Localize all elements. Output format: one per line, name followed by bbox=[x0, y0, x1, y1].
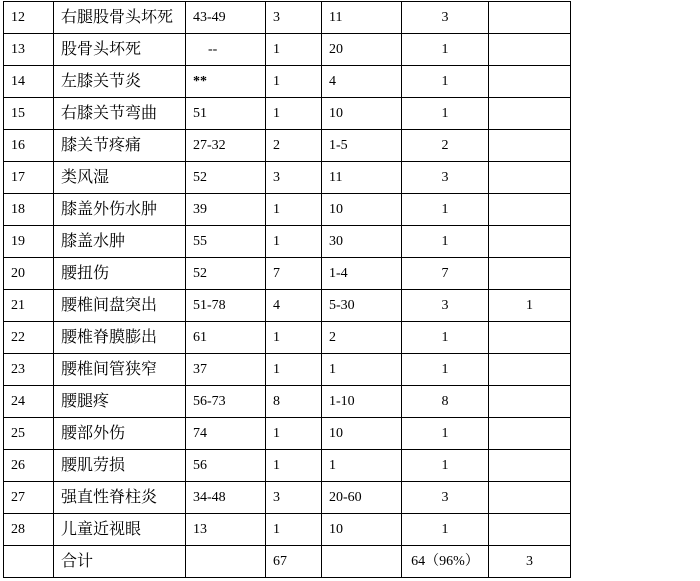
condition-name: 膝关节疼痛 bbox=[54, 130, 186, 162]
row-number: 17 bbox=[4, 162, 54, 194]
condition-name: 强直性脊柱炎 bbox=[54, 482, 186, 514]
table-row bbox=[4, 258, 571, 290]
other-count bbox=[489, 386, 571, 418]
effective-count: 3 bbox=[402, 482, 489, 514]
total-cases: 67 bbox=[266, 546, 322, 578]
condition-name: 腰扭伤 bbox=[54, 258, 186, 290]
case-count: 2 bbox=[266, 130, 322, 162]
other-count bbox=[489, 226, 571, 258]
course-days: 2 bbox=[322, 322, 402, 354]
condition-name: 腰部外伤 bbox=[54, 418, 186, 450]
other-count bbox=[489, 194, 571, 226]
condition-name: 右腿股骨头坏死 bbox=[54, 2, 186, 34]
table-row bbox=[4, 130, 571, 162]
course-days: 1-10 bbox=[322, 386, 402, 418]
effective-count: 7 bbox=[402, 258, 489, 290]
table-row bbox=[4, 450, 571, 482]
row-number: 24 bbox=[4, 386, 54, 418]
table-row bbox=[4, 226, 571, 258]
table-row bbox=[4, 194, 571, 226]
other-count bbox=[489, 482, 571, 514]
age-range: 34-48 bbox=[186, 482, 266, 514]
total-course-cell bbox=[322, 546, 402, 578]
total-label: 合计 bbox=[54, 546, 186, 578]
course-days: 10 bbox=[322, 418, 402, 450]
case-count: 1 bbox=[266, 418, 322, 450]
effective-count: 3 bbox=[402, 162, 489, 194]
age-range: 39 bbox=[186, 194, 266, 226]
table-row bbox=[4, 514, 571, 546]
condition-name: 腰肌劳损 bbox=[54, 450, 186, 482]
other-count bbox=[489, 450, 571, 482]
effective-count: 1 bbox=[402, 322, 489, 354]
other-count bbox=[489, 66, 571, 98]
row-number: 18 bbox=[4, 194, 54, 226]
other-count bbox=[489, 98, 571, 130]
effective-count: 1 bbox=[402, 418, 489, 450]
table-row bbox=[4, 66, 571, 98]
other-count bbox=[489, 2, 571, 34]
row-number: 27 bbox=[4, 482, 54, 514]
row-number: 16 bbox=[4, 130, 54, 162]
course-days: 4 bbox=[322, 66, 402, 98]
effective-count: 1 bbox=[402, 450, 489, 482]
row-number: 26 bbox=[4, 450, 54, 482]
age-range: 43-49 bbox=[186, 2, 266, 34]
case-count: 1 bbox=[266, 194, 322, 226]
total-row bbox=[4, 546, 571, 578]
row-number: 14 bbox=[4, 66, 54, 98]
age-range: 61 bbox=[186, 322, 266, 354]
course-days: 1-5 bbox=[322, 130, 402, 162]
row-number: 21 bbox=[4, 290, 54, 322]
case-count: 3 bbox=[266, 162, 322, 194]
other-count bbox=[489, 418, 571, 450]
case-count: 1 bbox=[266, 322, 322, 354]
effective-count: 1 bbox=[402, 98, 489, 130]
total-number-cell bbox=[4, 546, 54, 578]
condition-name: 腰腿疼 bbox=[54, 386, 186, 418]
effective-count: 1 bbox=[402, 66, 489, 98]
case-count: 1 bbox=[266, 66, 322, 98]
age-range: 51 bbox=[186, 98, 266, 130]
effective-count: 1 bbox=[402, 354, 489, 386]
table-row bbox=[4, 290, 571, 322]
effective-count: 8 bbox=[402, 386, 489, 418]
effective-count: 1 bbox=[402, 514, 489, 546]
case-count: 1 bbox=[266, 514, 322, 546]
case-count: 4 bbox=[266, 290, 322, 322]
course-days: 20-60 bbox=[322, 482, 402, 514]
effective-count: 1 bbox=[402, 226, 489, 258]
case-count: 1 bbox=[266, 98, 322, 130]
other-count bbox=[489, 322, 571, 354]
table-row bbox=[4, 322, 571, 354]
condition-name: 儿童近视眼 bbox=[54, 514, 186, 546]
row-number: 19 bbox=[4, 226, 54, 258]
age-range: 56-73 bbox=[186, 386, 266, 418]
effective-count: 1 bbox=[402, 194, 489, 226]
age-range: ** bbox=[186, 66, 266, 98]
treatment-results-table bbox=[3, 1, 571, 578]
row-number: 12 bbox=[4, 2, 54, 34]
table-row bbox=[4, 386, 571, 418]
row-number: 25 bbox=[4, 418, 54, 450]
course-days: 10 bbox=[322, 98, 402, 130]
table-row bbox=[4, 98, 571, 130]
course-days: 11 bbox=[322, 2, 402, 34]
age-range: 27-32 bbox=[186, 130, 266, 162]
age-range: 13 bbox=[186, 514, 266, 546]
course-days: 20 bbox=[322, 34, 402, 66]
row-number: 23 bbox=[4, 354, 54, 386]
course-days: 1 bbox=[322, 450, 402, 482]
table-row bbox=[4, 418, 571, 450]
other-count bbox=[489, 258, 571, 290]
other-count bbox=[489, 34, 571, 66]
course-days: 1-4 bbox=[322, 258, 402, 290]
course-days: 1 bbox=[322, 354, 402, 386]
course-days: 10 bbox=[322, 514, 402, 546]
effective-count: 3 bbox=[402, 2, 489, 34]
case-count: 1 bbox=[266, 354, 322, 386]
row-number: 20 bbox=[4, 258, 54, 290]
course-days: 5-30 bbox=[322, 290, 402, 322]
case-count: 1 bbox=[266, 450, 322, 482]
condition-name: 股骨头坏死 bbox=[54, 34, 186, 66]
effective-count: 2 bbox=[402, 130, 489, 162]
row-number: 28 bbox=[4, 514, 54, 546]
case-count: 3 bbox=[266, 482, 322, 514]
table-row bbox=[4, 162, 571, 194]
case-count: 3 bbox=[266, 2, 322, 34]
table-row bbox=[4, 34, 571, 66]
age-range: 56 bbox=[186, 450, 266, 482]
age-range: 51-78 bbox=[186, 290, 266, 322]
condition-name: 类风湿 bbox=[54, 162, 186, 194]
condition-name: 膝盖水肿 bbox=[54, 226, 186, 258]
age-range: 52 bbox=[186, 162, 266, 194]
condition-name: 腰椎间盘突出 bbox=[54, 290, 186, 322]
row-number: 13 bbox=[4, 34, 54, 66]
table-row bbox=[4, 2, 571, 34]
case-count: 7 bbox=[266, 258, 322, 290]
other-count bbox=[489, 354, 571, 386]
other-count bbox=[489, 130, 571, 162]
condition-name: 腰椎脊膜膨出 bbox=[54, 322, 186, 354]
case-count: 1 bbox=[266, 226, 322, 258]
other-count bbox=[489, 514, 571, 546]
table-row bbox=[4, 482, 571, 514]
age-range: 37 bbox=[186, 354, 266, 386]
condition-name: 膝盖外伤水肿 bbox=[54, 194, 186, 226]
age-range: -- bbox=[186, 34, 266, 66]
other-count: 1 bbox=[489, 290, 571, 322]
course-days: 10 bbox=[322, 194, 402, 226]
condition-name: 腰椎间管狭窄 bbox=[54, 354, 186, 386]
age-range: 52 bbox=[186, 258, 266, 290]
condition-name: 右膝关节弯曲 bbox=[54, 98, 186, 130]
row-number: 22 bbox=[4, 322, 54, 354]
effective-count: 3 bbox=[402, 290, 489, 322]
course-days: 11 bbox=[322, 162, 402, 194]
course-days: 30 bbox=[322, 226, 402, 258]
total-age-cell bbox=[186, 546, 266, 578]
table-row bbox=[4, 354, 571, 386]
total-other: 3 bbox=[489, 546, 571, 578]
case-count: 1 bbox=[266, 34, 322, 66]
row-number: 15 bbox=[4, 98, 54, 130]
age-range: 55 bbox=[186, 226, 266, 258]
other-count bbox=[489, 162, 571, 194]
total-effective: 64（96%） bbox=[402, 546, 489, 578]
condition-name: 左膝关节炎 bbox=[54, 66, 186, 98]
age-range: 74 bbox=[186, 418, 266, 450]
case-count: 8 bbox=[266, 386, 322, 418]
effective-count: 1 bbox=[402, 34, 489, 66]
